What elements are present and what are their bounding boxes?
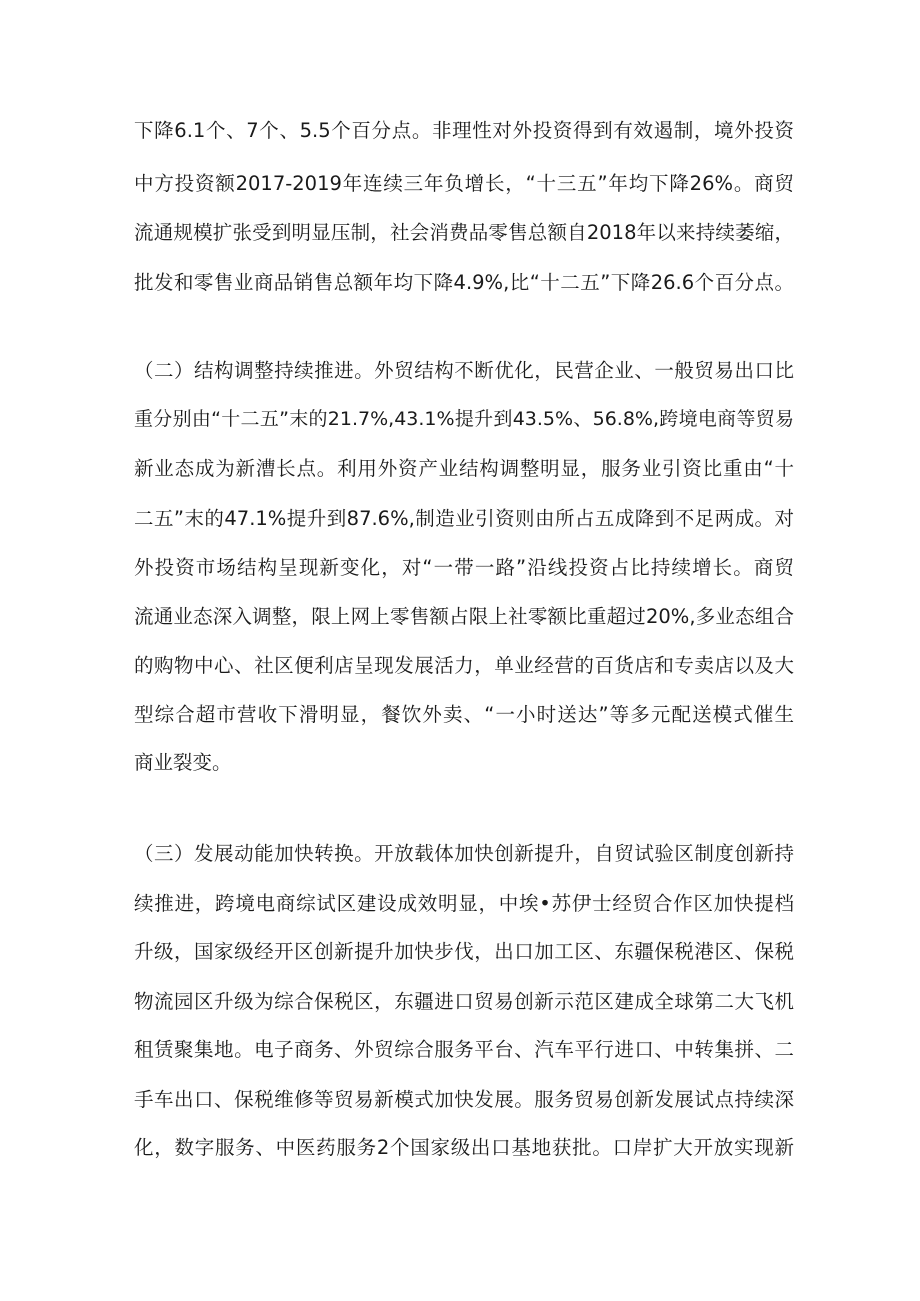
paragraph-3-line-3: 升级，国家级经开区创新提升加快步伐，出口加工区、东疆保税港区、保税 [134, 940, 794, 963]
paragraph-2-line-5: 外投资市场结构呈现新变化，对“一带一路”沿线投资占比持续增长。商贸 [134, 556, 794, 579]
paragraph-3-line-2: 续推进，跨境电商综试区建设成效明显，中埃•苏伊士经贸合作区加快提档 [134, 892, 794, 915]
paragraph-2-line-9: 商业裂变。 [134, 751, 232, 774]
paragraph-3-line-7: 化，数字服务、中医药服务2个国家级出口基地获批。口岸扩大开放实现新 [134, 1136, 794, 1159]
paragraph-2-line-4: 二五”末的47.1%提升到87.6%,制造业引资则由所占五成降到不足两成。对 [134, 507, 794, 530]
paragraph-3-line-5: 租赁聚集地。电子商务、外贸综合服务平台、汽车平行进口、中转集拼、二 [134, 1038, 794, 1061]
paragraph-2-line-6: 流通业态深入调整，限上网上零售额占限上社零额比重超过20%,多业态组合 [134, 605, 794, 628]
paragraph-2-line-8: 型综合超市营收下滑明显，餐饮外卖、“一小时送达”等多元配送模式催生 [134, 703, 794, 726]
paragraph-2-line-2: 重分别由“十二五”末的21.7%,43.1%提升到43.5%、56.8%,跨境电商等贸易 [134, 408, 794, 430]
paragraph-1-line-2: 中方投资额2017-2019年连续三年负增长，“十三五”年均下降26%。商贸 [134, 172, 794, 195]
paragraph-1-line-3: 流通规模扩张受到明显压制，社会消费品零售总额自2018年以来持续萎缩， [134, 221, 794, 244]
paragraph-1-line-1: 下降6.1个、7个、5.5个百分点。非理性对外投资得到有效遏制，境外投资 [134, 119, 794, 142]
paragraph-3-line-1: （三）发展动能加快转换。开放载体加快创新提升，自贸试验区制度创新持 [134, 842, 794, 865]
paragraph-3-line-6: 手车出口、保税维修等贸易新模式加快发展。服务贸易创新发展试点持续深 [134, 1088, 794, 1111]
paragraph-3-line-4: 物流园区升级为综合保税区，东疆进口贸易创新示范区建成全球第二大飞机 [134, 990, 794, 1013]
paragraph-2-line-3: 新业态成为新漕长点。利用外资产业结构调整明显，服务业引资比重由“十 [134, 457, 794, 480]
paragraph-1-line-4: 批发和零售业商品销售总额年均下降4.9%,比“十二五”下降26.6个百分点。 [134, 271, 794, 294]
paragraph-2-line-1: （二）结构调整持续推进。外贸结构不断优化，民营企业、一般贸易出口比 [134, 359, 794, 382]
paragraph-2-line-7: 的购物中心、社区便利店呈现发展活力，单业经营的百货店和专卖店以及大 [134, 654, 794, 677]
